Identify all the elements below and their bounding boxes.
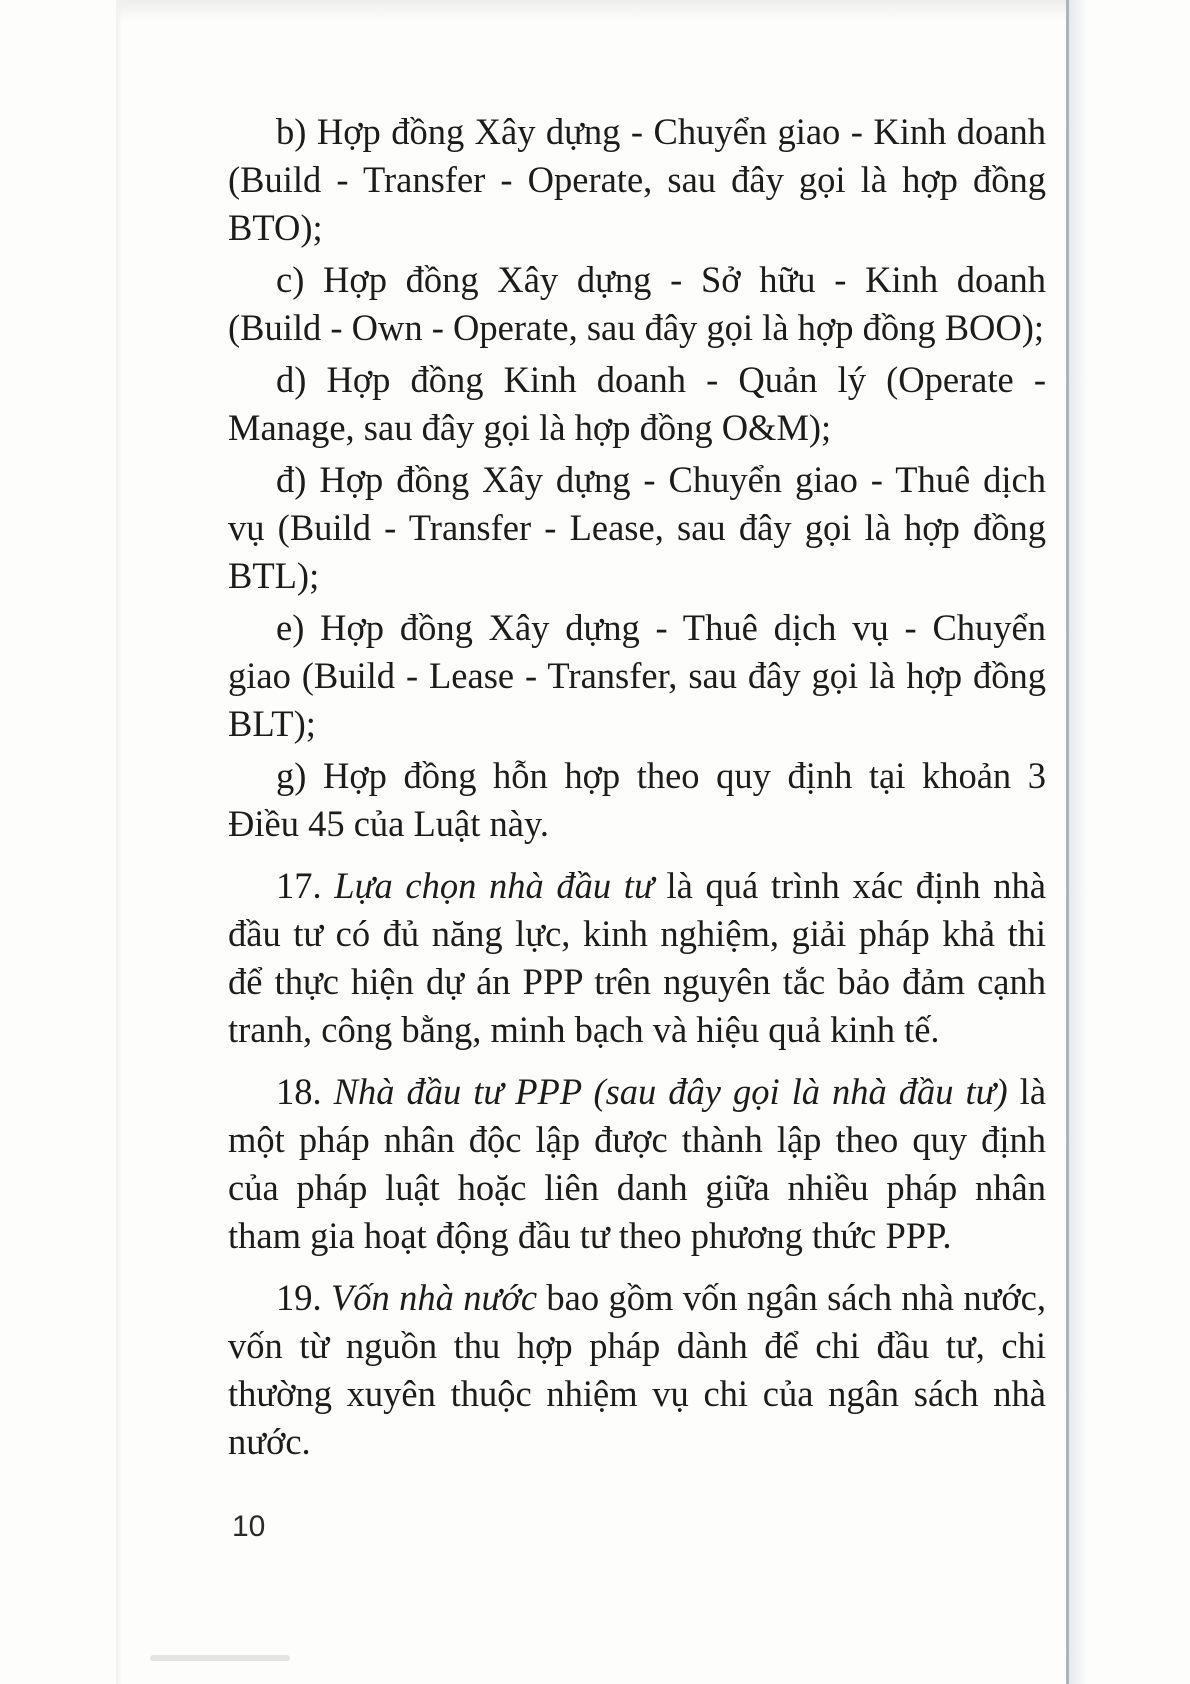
definition-term: Nhà đầu tư PPP (sau đây gọi là nhà đầu tư)	[333, 1071, 1008, 1112]
contract-item-e: e) Hợp đồng Xây dựng - Thuê dịch vụ - Chuyển giao (Build - Lease - Transfer, sau đây gọi là hợp đồng BLT);	[228, 607, 1046, 744]
contract-item-dd: đ) Hợp đồng Xây dựng - Chuyển giao - Thuê dịch vụ (Build - Transfer - Lease, sau đây gọi là hợp đồng BTL);	[228, 459, 1046, 596]
definition-body: bao gồm vốn ngân sách nhà nước, vốn từ nguồn thu hợp pháp dành để chi đầu tư, chi thường xuyên thuộc nhiệm vụ chi của ngân sách nhà nước.	[228, 1277, 1046, 1462]
scan-smudge	[150, 1655, 290, 1661]
page-number: 10	[232, 1510, 266, 1543]
page-edge-left	[116, 0, 122, 1684]
definition-term: Lựa chọn nhà đầu tư	[334, 865, 654, 906]
definition-body: là một pháp nhân độc lập được thành lập theo quy định của pháp luật hoặc liên danh giữa nhiều pháp nhân tham gia hoạt động đầu tư theo phương thức PPP.	[228, 1071, 1047, 1256]
body-text	[228, 108, 1046, 1466]
contract-item-d: d) Hợp đồng Kinh doanh - Quản lý (Operate - Manage, sau đây gọi là hợp đồng O&M);	[228, 359, 1046, 448]
page-edge-shadow	[1069, 0, 1091, 1684]
contract-item-g: g) Hợp đồng hỗn hợp theo quy định tại khoản 3 Điều 45 của Luật này.	[228, 755, 1046, 844]
definition-19	[228, 1274, 1046, 1466]
page-edge-top	[118, 0, 1068, 22]
definition-number: 18.	[276, 1071, 334, 1112]
contract-item-c: c) Hợp đồng Xây dựng - Sở hữu - Kinh doanh (Build - Own - Operate, sau đây gọi là hợp đồng BOO);	[228, 259, 1046, 348]
definition-body: là quá trình xác định nhà đầu tư có đủ năng lực, kinh nghiệm, giải pháp khả thi để thực hiện dự án PPP trên nguyên tắc bảo đảm cạnh tranh, công bằng, minh bạch và hiệu quả kinh tế.	[228, 865, 1046, 1050]
definition-18	[228, 1068, 1046, 1260]
definition-number: 17.	[276, 865, 335, 906]
contract-item-b: b) Hợp đồng Xây dựng - Chuyển giao - Kinh doanh (Build - Transfer - Operate, sau đây gọi là hợp đồng BTO);	[228, 111, 1046, 248]
definition-term: Vốn nhà nước	[330, 1277, 538, 1318]
definition-17	[228, 862, 1046, 1054]
definition-number: 19.	[276, 1277, 331, 1318]
